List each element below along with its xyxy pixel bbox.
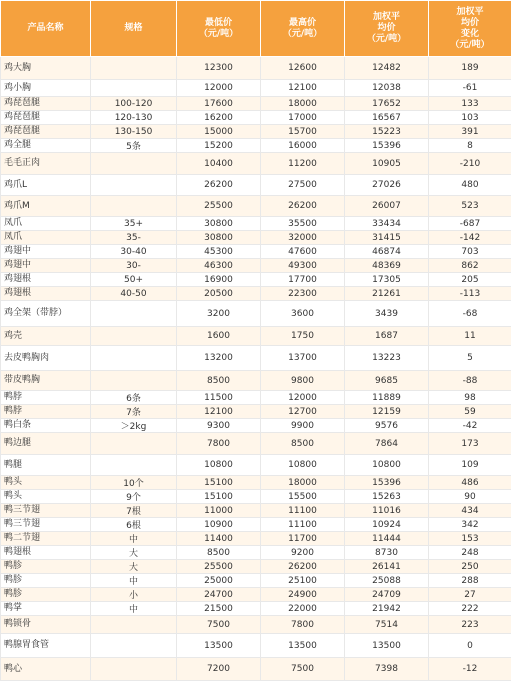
- cell-max: 7500: [261, 658, 345, 681]
- cell-spec: 130-150: [91, 125, 177, 139]
- cell-name: 鸭胗: [1, 560, 91, 574]
- cell-name: 鸡翅根: [1, 287, 91, 301]
- cell-spec: 9个: [91, 490, 177, 504]
- cell-name: 鸭腿: [1, 455, 91, 476]
- cell-min: 12100: [177, 405, 261, 419]
- cell-min: 25500: [177, 560, 261, 574]
- cell-avg: 15396: [345, 139, 429, 153]
- cell-min: 16200: [177, 111, 261, 125]
- cell-min: 7200: [177, 658, 261, 681]
- cell-min: 46300: [177, 259, 261, 273]
- cell-min: 17600: [177, 97, 261, 111]
- cell-min: 26200: [177, 175, 261, 196]
- table-row: [1, 634, 511, 658]
- table-row: [1, 301, 511, 327]
- cell-spec: 120-130: [91, 111, 177, 125]
- cell-min: 9300: [177, 419, 261, 433]
- cell-max: 24900: [261, 588, 345, 602]
- cell-max: 16000: [261, 139, 345, 153]
- cell-avg: 21261: [345, 287, 429, 301]
- table-row: [1, 153, 511, 175]
- table-row: [1, 532, 511, 546]
- table-row: [1, 490, 511, 504]
- cell-chg: -687: [429, 217, 511, 231]
- cell-min: 24700: [177, 588, 261, 602]
- table-body: [1, 57, 511, 681]
- cell-chg: 434: [429, 504, 511, 518]
- cell-spec: [91, 371, 177, 391]
- cell-max: 15500: [261, 490, 345, 504]
- cell-min: 3200: [177, 301, 261, 327]
- cell-min: 8500: [177, 546, 261, 560]
- cell-name: 鸡琵琶腿: [1, 111, 91, 125]
- table-row: [1, 560, 511, 574]
- cell-max: 12000: [261, 391, 345, 405]
- cell-max: 9200: [261, 546, 345, 560]
- cell-name: 鸡全架（带脖）: [1, 301, 91, 327]
- header-spec: 规格: [91, 1, 177, 57]
- cell-spec: [91, 57, 177, 80]
- cell-spec: 100-120: [91, 97, 177, 111]
- cell-min: 11500: [177, 391, 261, 405]
- cell-min: 7800: [177, 433, 261, 455]
- cell-avg: 27026: [345, 175, 429, 196]
- cell-chg: -210: [429, 153, 511, 175]
- cell-name: 凤爪: [1, 231, 91, 245]
- table-row: [1, 97, 511, 111]
- table-row: [1, 455, 511, 476]
- cell-min: 20500: [177, 287, 261, 301]
- cell-spec: 中: [91, 602, 177, 616]
- cell-name: 鸡翅中: [1, 245, 91, 259]
- cell-spec: [91, 433, 177, 455]
- table-row: [1, 371, 511, 391]
- cell-avg: 17652: [345, 97, 429, 111]
- cell-avg: 12038: [345, 80, 429, 97]
- cell-spec: 30-: [91, 259, 177, 273]
- table-row: [1, 405, 511, 419]
- cell-min: 1600: [177, 327, 261, 346]
- cell-spec: 大: [91, 546, 177, 560]
- cell-max: 22300: [261, 287, 345, 301]
- cell-max: 22000: [261, 602, 345, 616]
- cell-spec: 5条: [91, 139, 177, 153]
- cell-spec: 大: [91, 560, 177, 574]
- cell-name: 鸡琵琶腿: [1, 125, 91, 139]
- cell-chg: -88: [429, 371, 511, 391]
- cell-name: 鸭锁骨: [1, 616, 91, 634]
- table-row: [1, 658, 511, 681]
- cell-chg: 59: [429, 405, 511, 419]
- cell-name: 鸭掌: [1, 602, 91, 616]
- cell-max: 26200: [261, 560, 345, 574]
- cell-avg: 12482: [345, 57, 429, 80]
- cell-min: 30800: [177, 231, 261, 245]
- cell-avg: 10800: [345, 455, 429, 476]
- cell-spec: 6条: [91, 391, 177, 405]
- cell-avg: 26007: [345, 196, 429, 217]
- cell-spec: 50+: [91, 273, 177, 287]
- cell-max: 1750: [261, 327, 345, 346]
- cell-max: 32000: [261, 231, 345, 245]
- header-min-price: 最低价 （元/吨）: [177, 1, 261, 57]
- cell-spec: [91, 634, 177, 658]
- cell-name: 鸭白条: [1, 419, 91, 433]
- cell-spec: 40-50: [91, 287, 177, 301]
- table-row: [1, 546, 511, 560]
- table-row: [1, 273, 511, 287]
- table-row: [1, 217, 511, 231]
- cell-spec: 30-40: [91, 245, 177, 259]
- cell-avg: 24709: [345, 588, 429, 602]
- table-row: [1, 259, 511, 273]
- cell-max: 15700: [261, 125, 345, 139]
- table-row: [1, 287, 511, 301]
- cell-min: 13500: [177, 634, 261, 658]
- cell-name: 鸭边腿: [1, 433, 91, 455]
- cell-name: 鸡爪L: [1, 175, 91, 196]
- table-row: [1, 57, 511, 80]
- cell-min: 21500: [177, 602, 261, 616]
- cell-chg: 250: [429, 560, 511, 574]
- table-row: [1, 111, 511, 125]
- cell-chg: 342: [429, 518, 511, 532]
- cell-chg: 288: [429, 574, 511, 588]
- table-row: [1, 175, 511, 196]
- cell-avg: 7514: [345, 616, 429, 634]
- cell-avg: 7398: [345, 658, 429, 681]
- cell-name: 鸭三节翅: [1, 518, 91, 532]
- table-row: [1, 245, 511, 259]
- cell-max: 12600: [261, 57, 345, 80]
- table-row: [1, 574, 511, 588]
- cell-name: 鸡全腿: [1, 139, 91, 153]
- header-row: [1, 1, 511, 57]
- cell-max: 25100: [261, 574, 345, 588]
- cell-chg: 0: [429, 634, 511, 658]
- cell-chg: 703: [429, 245, 511, 259]
- cell-name: 鸡琵琶腿: [1, 97, 91, 111]
- cell-max: 27500: [261, 175, 345, 196]
- cell-name: 去皮鸭胸肉: [1, 346, 91, 371]
- cell-spec: ＞2kg: [91, 419, 177, 433]
- cell-name: 鸡壳: [1, 327, 91, 346]
- cell-spec: 中: [91, 532, 177, 546]
- cell-min: 30800: [177, 217, 261, 231]
- cell-chg: 223: [429, 616, 511, 634]
- cell-avg: 48369: [345, 259, 429, 273]
- cell-chg: -12: [429, 658, 511, 681]
- cell-avg: 10905: [345, 153, 429, 175]
- table-row: [1, 125, 511, 139]
- table-row: [1, 476, 511, 490]
- cell-min: 15000: [177, 125, 261, 139]
- cell-name: 鸭翅根: [1, 546, 91, 560]
- cell-max: 13500: [261, 634, 345, 658]
- cell-max: 9800: [261, 371, 345, 391]
- cell-chg: 248: [429, 546, 511, 560]
- cell-avg: 1687: [345, 327, 429, 346]
- cell-avg: 13500: [345, 634, 429, 658]
- cell-avg: 21942: [345, 602, 429, 616]
- cell-min: 15200: [177, 139, 261, 153]
- cell-chg: 133: [429, 97, 511, 111]
- cell-min: 10900: [177, 518, 261, 532]
- cell-avg: 3439: [345, 301, 429, 327]
- cell-min: 25500: [177, 196, 261, 217]
- table-row: [1, 139, 511, 153]
- cell-max: 9900: [261, 419, 345, 433]
- cell-max: 3600: [261, 301, 345, 327]
- cell-min: 12300: [177, 57, 261, 80]
- cell-max: 11200: [261, 153, 345, 175]
- cell-name: 凤爪: [1, 217, 91, 231]
- cell-avg: 12159: [345, 405, 429, 419]
- cell-avg: 11444: [345, 532, 429, 546]
- cell-chg: -42: [429, 419, 511, 433]
- cell-max: 11100: [261, 504, 345, 518]
- cell-spec: 中: [91, 574, 177, 588]
- cell-chg: 486: [429, 476, 511, 490]
- header-name: 产品名称: [1, 1, 91, 57]
- cell-name: 鸡大胸: [1, 57, 91, 80]
- cell-min: 11000: [177, 504, 261, 518]
- cell-spec: [91, 616, 177, 634]
- cell-min: 8500: [177, 371, 261, 391]
- cell-min: 13200: [177, 346, 261, 371]
- cell-avg: 9685: [345, 371, 429, 391]
- cell-max: 13700: [261, 346, 345, 371]
- cell-spec: [91, 196, 177, 217]
- cell-chg: 8: [429, 139, 511, 153]
- cell-chg: 391: [429, 125, 511, 139]
- cell-spec: [91, 327, 177, 346]
- cell-name: 毛毛正肉: [1, 153, 91, 175]
- cell-avg: 26141: [345, 560, 429, 574]
- cell-spec: [91, 80, 177, 97]
- table-row: [1, 616, 511, 634]
- cell-min: 12000: [177, 80, 261, 97]
- cell-chg: 523: [429, 196, 511, 217]
- cell-chg: 189: [429, 57, 511, 80]
- cell-max: 10800: [261, 455, 345, 476]
- cell-name: 鸭心: [1, 658, 91, 681]
- cell-max: 18000: [261, 476, 345, 490]
- cell-min: 11400: [177, 532, 261, 546]
- cell-min: 45300: [177, 245, 261, 259]
- cell-max: 17000: [261, 111, 345, 125]
- cell-avg: 17305: [345, 273, 429, 287]
- cell-spec: 小: [91, 588, 177, 602]
- table-row: [1, 602, 511, 616]
- cell-chg: -61: [429, 80, 511, 97]
- cell-min: 25000: [177, 574, 261, 588]
- cell-spec: [91, 455, 177, 476]
- cell-min: 10400: [177, 153, 261, 175]
- cell-avg: 15263: [345, 490, 429, 504]
- cell-min: 16900: [177, 273, 261, 287]
- cell-max: 17700: [261, 273, 345, 287]
- cell-chg: -113: [429, 287, 511, 301]
- cell-avg: 15396: [345, 476, 429, 490]
- cell-chg: 205: [429, 273, 511, 287]
- cell-avg: 31415: [345, 231, 429, 245]
- header-avg-change: 加权平 均价 变化 （元/吨）: [429, 1, 511, 57]
- cell-max: 11700: [261, 532, 345, 546]
- table-row: [1, 419, 511, 433]
- cell-name: 鸭脖: [1, 391, 91, 405]
- cell-chg: 90: [429, 490, 511, 504]
- table-row: [1, 327, 511, 346]
- cell-max: 18000: [261, 97, 345, 111]
- cell-chg: 862: [429, 259, 511, 273]
- cell-min: 10800: [177, 455, 261, 476]
- cell-spec: 7条: [91, 405, 177, 419]
- header-weighted-avg: 加权平 均价 （元/吨）: [345, 1, 429, 57]
- cell-avg: 46874: [345, 245, 429, 259]
- cell-name: 鸡小胸: [1, 80, 91, 97]
- cell-max: 11100: [261, 518, 345, 532]
- cell-avg: 8730: [345, 546, 429, 560]
- cell-chg: -142: [429, 231, 511, 245]
- cell-name: 鸡爪M: [1, 196, 91, 217]
- table-row: [1, 346, 511, 371]
- cell-spec: 35+: [91, 217, 177, 231]
- cell-spec: [91, 658, 177, 681]
- cell-name: 鸭二节翅: [1, 532, 91, 546]
- cell-max: 49300: [261, 259, 345, 273]
- cell-spec: 7根: [91, 504, 177, 518]
- cell-avg: 7864: [345, 433, 429, 455]
- cell-min: 15100: [177, 490, 261, 504]
- cell-max: 35500: [261, 217, 345, 231]
- cell-name: 鸭胗: [1, 574, 91, 588]
- cell-chg: 5: [429, 346, 511, 371]
- cell-spec: [91, 346, 177, 371]
- cell-name: 鸭三节翅: [1, 504, 91, 518]
- cell-name: 鸡翅根: [1, 273, 91, 287]
- cell-chg: 153: [429, 532, 511, 546]
- cell-chg: 98: [429, 391, 511, 405]
- cell-spec: [91, 153, 177, 175]
- cell-avg: 10924: [345, 518, 429, 532]
- cell-name: 鸭脖: [1, 405, 91, 419]
- cell-avg: 16567: [345, 111, 429, 125]
- cell-max: 12700: [261, 405, 345, 419]
- table-row: [1, 231, 511, 245]
- cell-min: 15100: [177, 476, 261, 490]
- cell-chg: 109: [429, 455, 511, 476]
- table-row: [1, 504, 511, 518]
- table-row: [1, 518, 511, 532]
- header-max-price: 最高价 （元/吨）: [261, 1, 345, 57]
- cell-spec: [91, 301, 177, 327]
- cell-max: 47600: [261, 245, 345, 259]
- cell-max: 26200: [261, 196, 345, 217]
- cell-chg: 27: [429, 588, 511, 602]
- cell-name: 鸡翅中: [1, 259, 91, 273]
- cell-avg: 11889: [345, 391, 429, 405]
- cell-max: 7800: [261, 616, 345, 634]
- table-row: [1, 588, 511, 602]
- cell-chg: 11: [429, 327, 511, 346]
- cell-chg: 173: [429, 433, 511, 455]
- cell-name: 带皮鸭胸: [1, 371, 91, 391]
- table-row: [1, 391, 511, 405]
- cell-spec: 10个: [91, 476, 177, 490]
- cell-name: 鸭腺胃食管: [1, 634, 91, 658]
- cell-chg: 222: [429, 602, 511, 616]
- cell-chg: 103: [429, 111, 511, 125]
- cell-name: 鸭胗: [1, 588, 91, 602]
- cell-spec: 6根: [91, 518, 177, 532]
- cell-avg: 11016: [345, 504, 429, 518]
- table-row: [1, 196, 511, 217]
- cell-name: 鸭头: [1, 490, 91, 504]
- cell-avg: 13223: [345, 346, 429, 371]
- cell-avg: 25088: [345, 574, 429, 588]
- cell-max: 12100: [261, 80, 345, 97]
- table-row: [1, 433, 511, 455]
- cell-avg: 9576: [345, 419, 429, 433]
- cell-avg: 33434: [345, 217, 429, 231]
- cell-avg: 15223: [345, 125, 429, 139]
- table-row: [1, 80, 511, 97]
- cell-min: 7500: [177, 616, 261, 634]
- cell-chg: -68: [429, 301, 511, 327]
- cell-name: 鸭头: [1, 476, 91, 490]
- cell-spec: [91, 175, 177, 196]
- cell-max: 8500: [261, 433, 345, 455]
- cell-spec: 35-: [91, 231, 177, 245]
- cell-chg: 480: [429, 175, 511, 196]
